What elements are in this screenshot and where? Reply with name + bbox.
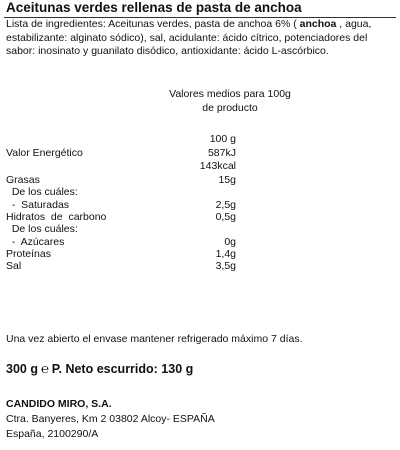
ingredients-allergen: anchoa — [299, 18, 337, 30]
storage-note: Una vez abierto el envase mantener refrigerado máximo 7 días. — [6, 333, 303, 345]
company-name: CANDIDO MIRO, S.A. — [6, 398, 112, 410]
energy-kcal: 143kcal — [199, 160, 236, 172]
estimated-sign-icon: ℮ — [40, 361, 49, 376]
nutrient-label: De los cuáles: — [6, 223, 78, 235]
energy-kj: 587kJ — [207, 147, 236, 159]
nutrition-header-line-2: de producto — [202, 101, 258, 114]
nutrient-value: 0,5g — [215, 211, 236, 223]
ingredients-text — [6, 18, 394, 59]
energy-label: Valor Energético — [6, 147, 83, 159]
nutrient-value: 3,5g — [215, 260, 236, 272]
nutrient-label: - Azúcares — [6, 236, 65, 248]
nutrient-value: 2,5g — [215, 199, 236, 211]
company-address-line-2: España, 2100290/A — [6, 428, 99, 440]
nutrient-label: Hidratos de carbono — [6, 211, 107, 223]
ingredients-part-2: , agua, estabilizante: alginato sódico), sal, acidulante: ácido cítrico, potenciadores del sabor: inosinato y guanilato disódico, antioxidante: ácido L-ascórbico. — [6, 18, 372, 57]
nutrient-value: 1,4g — [215, 248, 236, 260]
nutrient-label: Sal — [6, 260, 22, 272]
nutrition-header — [150, 88, 310, 115]
product-title: Aceitunas verdes rellenas de pasta de anchoa — [6, 0, 302, 15]
nutrient-label: Grasas — [6, 174, 40, 186]
net-weight-line — [6, 361, 193, 376]
nutrient-label: Proteínas — [6, 248, 51, 260]
nutrition-header-line-1: Valores medios para 100g — [169, 88, 291, 100]
drained-weight: P. Neto escurrido: 130 g — [51, 362, 194, 376]
nutrient-value: 0g — [224, 236, 236, 248]
nutrient-value: 15g — [218, 174, 236, 186]
nutrient-label: - Saturadas — [6, 199, 70, 211]
ingredients-part-1: Lista de ingredientes: Aceitunas verdes, pasta de anchoa 6% ( — [6, 18, 300, 30]
company-address-line-1: Ctra. Banyeres, Km 2 03802 Alcoy- ESPAÑA — [6, 413, 215, 425]
nutrient-label: De los cuáles: — [6, 186, 78, 198]
nutrition-basis: 100 g — [209, 133, 236, 145]
net-weight: 300 g — [6, 362, 38, 376]
